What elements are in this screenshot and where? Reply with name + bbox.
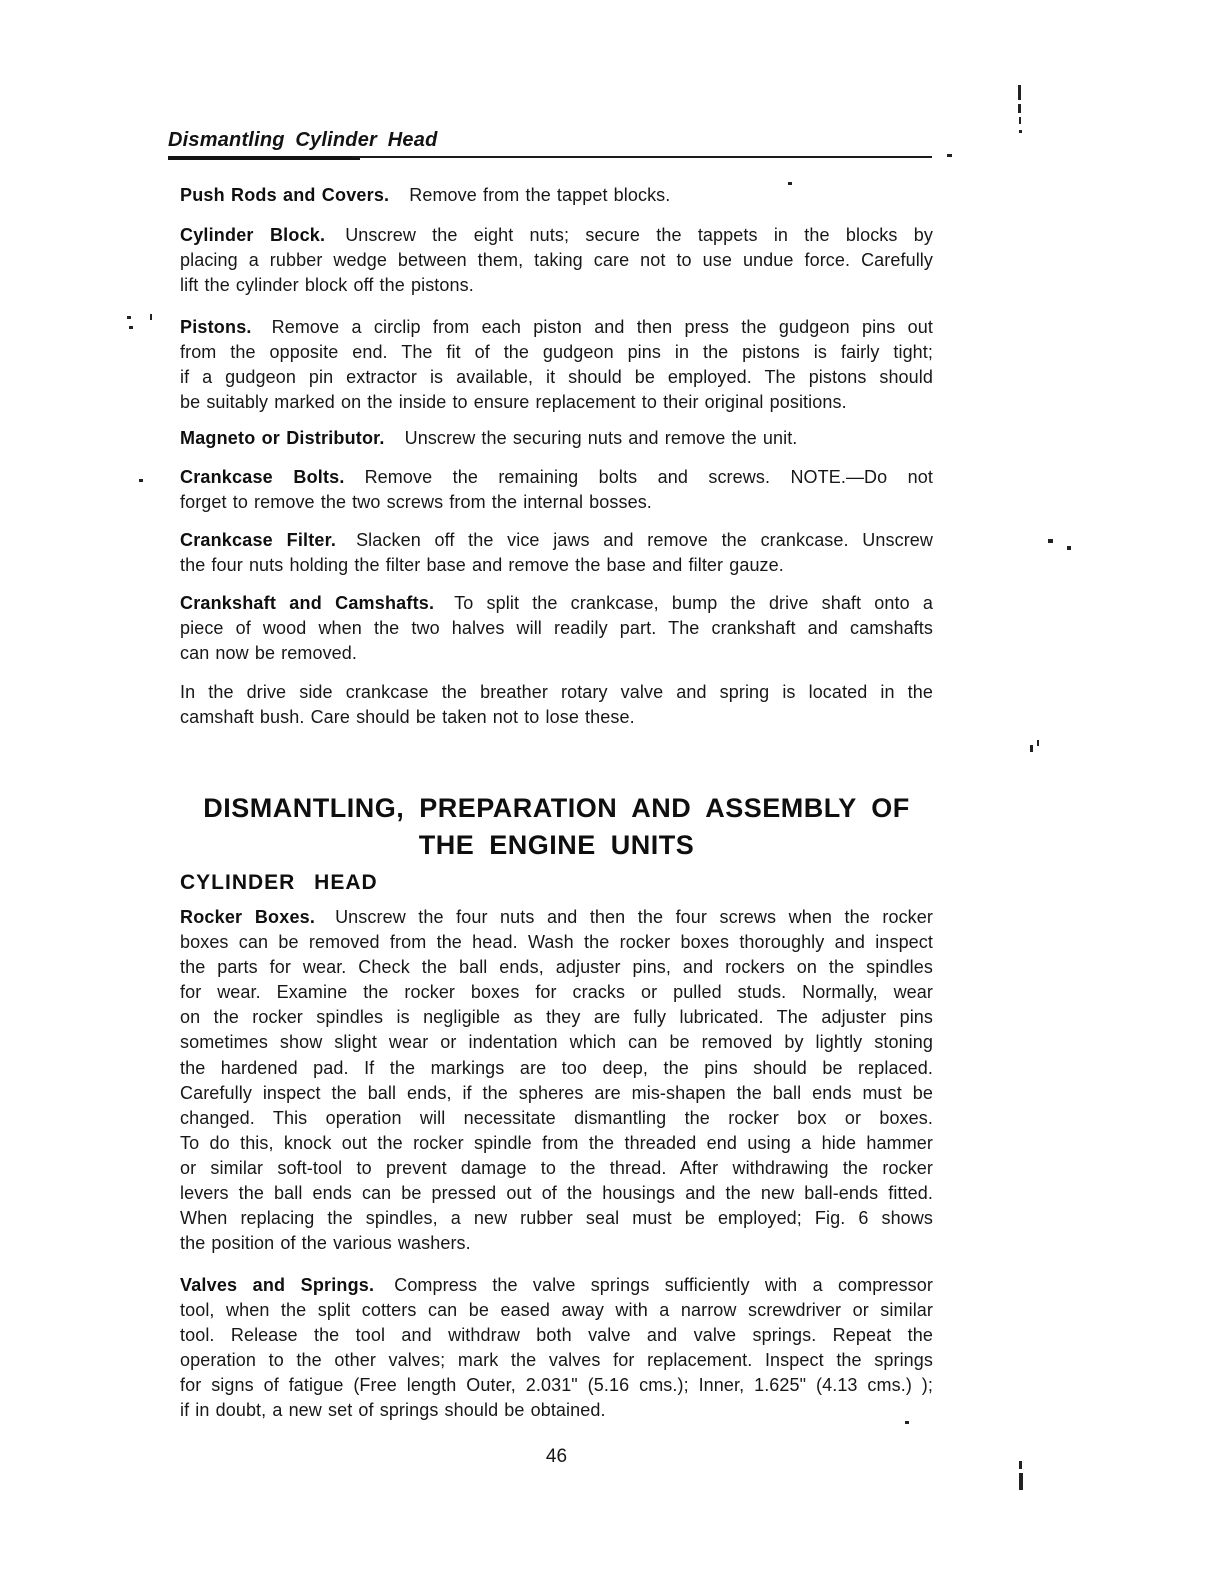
text-line: be suitably marked on the inside to ensure replacement to their original positions.	[180, 392, 847, 413]
scan-speck	[1048, 539, 1053, 543]
paragraph-lead: Rocker Boxes.	[180, 907, 316, 927]
scan-speck	[1030, 745, 1033, 752]
text-line: camshaft bush. Care should be taken not to lose these.	[180, 707, 635, 728]
text-line: the position of the various washers.	[180, 1233, 471, 1254]
text-line: placing a rubber wedge between them, taking care not to use undue force. Carefully	[180, 250, 933, 271]
paragraph-lead: Magneto or Distributor.	[180, 428, 385, 448]
text-line: on the rocker spindles is negligible as they are fully lubricated. The adjuster pins	[180, 1007, 933, 1028]
paragraph	[180, 183, 933, 208]
paragraph-lead: Pistons.	[180, 317, 252, 337]
paragraph	[180, 1273, 933, 1424]
scan-speck	[905, 1421, 909, 1424]
scan-speck	[1037, 740, 1039, 746]
section-heading-line2: THE ENGINE UNITS	[418, 830, 695, 860]
scan-speck	[947, 154, 952, 157]
text-line: for signs of fatigue (Free length Outer, 2.031" (5.16 cms.); Inner, 1.625" (4.13 cms.) );	[180, 1375, 933, 1396]
scan-speck	[1019, 1461, 1022, 1469]
scan-speck	[1018, 104, 1021, 113]
scan-speck	[129, 326, 133, 329]
text-line: tool, when the split cotters can be eased away with a narrow screwdriver or similar	[180, 1300, 933, 1321]
paragraph	[180, 528, 933, 578]
text-line: can now be removed.	[180, 643, 357, 664]
scan-speck	[150, 314, 152, 320]
section-heading	[180, 790, 933, 864]
section-heading-line1: DISMANTLING, PREPARATION AND ASSEMBLY OF	[203, 793, 910, 823]
text-line: if in doubt, a new set of springs should be obtained.	[180, 1400, 606, 1421]
text-line: Pistons. Remove a circlip from each piston and then press the gudgeon pins out	[180, 317, 933, 337]
paragraph	[180, 905, 933, 1256]
paragraph-lead: Valves and Springs.	[180, 1275, 375, 1295]
paragraph	[180, 680, 933, 730]
scan-speck	[1067, 546, 1071, 550]
paragraph	[180, 223, 933, 298]
text-line: boxes can be removed from the head. Wash the rocker boxes thoroughly and inspect	[180, 932, 933, 953]
text-line: the four nuts holding the filter base and remove the base and filter gauze.	[180, 555, 784, 576]
running-header: Dismantling Cylinder Head	[168, 129, 438, 151]
text-line: for wear. Examine the rocker boxes for cracks or pulled studs. Normally, wear	[180, 982, 933, 1003]
text-line: levers the ball ends can be pressed out of the housings and the new ball-ends fitted.	[180, 1183, 933, 1204]
scan-speck	[1019, 1473, 1023, 1490]
scan-speck	[1019, 117, 1021, 124]
text-line: or similar soft-tool to prevent damage to the thread. After withdrawing the rocker	[180, 1157, 933, 1178]
paragraph	[180, 426, 933, 451]
text-column	[180, 0, 933, 1582]
text-line: from the opposite end. The fit of the gudgeon pins in the pistons is fairly tight;	[180, 342, 933, 363]
text-line: Carefully inspect the ball ends, if the spheres are mis-shapen the ball ends must be	[180, 1082, 933, 1103]
text-line: To do this, knock out the rocker spindle from the threaded end using a hide hammer	[180, 1132, 933, 1153]
scan-speck	[788, 182, 792, 185]
text-line: Rocker Boxes. Unscrew the four nuts and then the four screws when the rocker	[180, 907, 933, 927]
text-line: Valves and Springs. Compress the valve springs sufficiently with a compressor	[180, 1275, 933, 1295]
text-line: Magneto or Distributor. Unscrew the securing nuts and remove the unit.	[180, 428, 798, 448]
text-line: tool. Release the tool and withdraw both valve and valve springs. Repeat the	[180, 1325, 933, 1346]
text-line: Crankcase Bolts. Remove the remaining bolts and screws. NOTE.—Do not	[180, 467, 933, 487]
text-line: Crankshaft and Camshafts. To split the crankcase, bump the drive shaft onto a	[180, 593, 933, 613]
scan-speck	[127, 316, 131, 319]
paragraph	[180, 315, 933, 415]
text-line: In the drive side crankcase the breather rotary valve and spring is located in the	[180, 682, 933, 702]
text-line: forget to remove the two screws from the internal bosses.	[180, 492, 652, 513]
paragraph-lead: Crankshaft and Camshafts.	[180, 593, 435, 613]
text-line: Crankcase Filter. Slacken off the vice jaws and remove the crankcase. Unscrew	[180, 530, 933, 550]
paragraph	[180, 465, 933, 515]
text-line: operation to the other valves; mark the valves for replacement. Inspect the springs	[180, 1350, 933, 1371]
text-line: Cylinder Block. Unscrew the eight nuts; secure the tappets in the blocks by	[180, 225, 933, 245]
paragraph-lead: Crankcase Bolts.	[180, 467, 345, 487]
paragraph	[180, 591, 933, 666]
text-line: sometimes show slight wear or indentation which can be removed by lightly stoning	[180, 1032, 933, 1053]
paragraph-lead: Push Rods and Covers.	[180, 185, 390, 205]
paragraph-lead: Crankcase Filter.	[180, 530, 337, 550]
text-line: the parts for wear. Check the ball ends, adjuster pins, and rockers on the spindles	[180, 957, 933, 978]
text-line: When replacing the spindles, a new rubber seal must be employed; Fig. 6 shows	[180, 1208, 933, 1229]
text-line: Push Rods and Covers. Remove from the tappet blocks.	[180, 185, 671, 205]
sub-heading-cylinder-head: CYLINDER HEAD	[180, 871, 378, 894]
text-line: changed. This operation will necessitate dismantling the rocker box or boxes.	[180, 1107, 933, 1128]
scan-speck	[1018, 85, 1021, 100]
scan-speck	[139, 479, 143, 482]
page-number: 46	[545, 1446, 568, 1467]
text-line: if a gudgeon pin extractor is available, it should be employed. The pistons should	[180, 367, 933, 388]
text-line: lift the cylinder block off the pistons.	[180, 275, 474, 296]
scan-speck	[1019, 130, 1022, 133]
text-line: the hardened pad. If the markings are too deep, the pins should be replaced.	[180, 1057, 933, 1078]
paragraph-lead: Cylinder Block.	[180, 225, 326, 245]
text-line: piece of wood when the two halves will readily part. The crankshaft and camshafts	[180, 618, 933, 639]
